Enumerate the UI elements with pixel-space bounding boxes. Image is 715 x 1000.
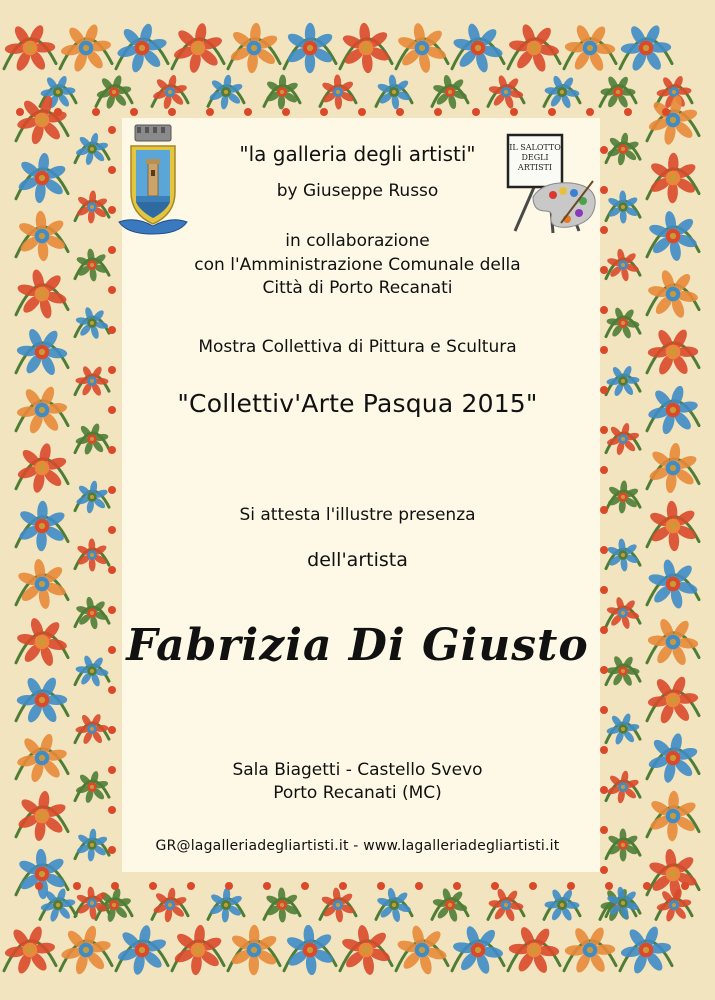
collaboration-line-2: con l'Amministrazione Comunale della <box>194 255 521 275</box>
venue-line-2: Porto Recanati (MC) <box>273 783 442 803</box>
exhibition-title: "Collettiv'Arte Pasqua 2015" <box>177 389 538 418</box>
attestation-line: Si attesta l'illustre presenza <box>239 505 476 525</box>
byline: by Giuseppe Russo <box>276 181 439 201</box>
exhibition-type: Mostra Collettiva di Pittura e Scultura <box>198 337 517 357</box>
gallery-title: "la galleria degli artisti" <box>239 142 476 166</box>
collaboration-line-1: in collaborazione <box>285 231 430 251</box>
svg-text:ARTISTI: ARTISTI <box>517 163 553 172</box>
artist-name: Fabrizia Di Giusto <box>126 620 589 671</box>
svg-text:IL SALOTTO: IL SALOTTO <box>509 143 561 152</box>
svg-text:DEGLI: DEGLI <box>521 153 549 162</box>
collaboration-line-3: Città di Porto Recanati <box>262 278 453 298</box>
venue-line-1: Sala Biagetti - Castello Svevo <box>232 760 483 780</box>
of-artist-label: dell'artista <box>307 549 408 571</box>
contacts-line: GR@lagalleriadegliartisti.it - www.lagalleriadegliartisti.it <box>155 838 560 854</box>
